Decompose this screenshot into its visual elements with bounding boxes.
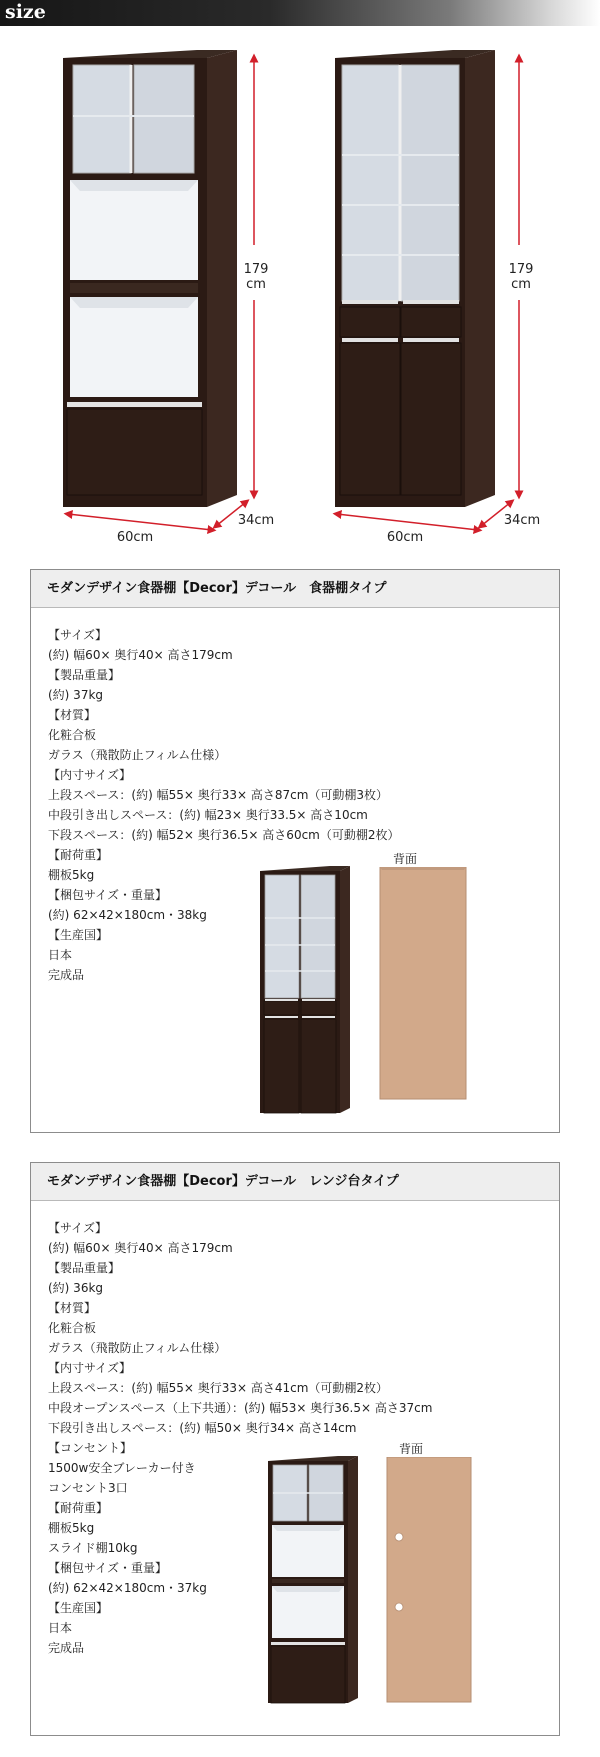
spec-line: 【耐荷重】 <box>48 848 109 862</box>
spec-panel-cupboard <box>30 569 560 1133</box>
spec-line: (約) 62×42×180cm・37kg <box>48 1581 207 1595</box>
spec-line: 【製品重量】 <box>48 1261 121 1275</box>
spec-panel-range-stand <box>30 1162 560 1736</box>
spec-line: 【サイズ】 <box>48 628 108 642</box>
left-height-value: 179 <box>243 262 269 277</box>
spec-line: 化粧合板 <box>48 728 97 742</box>
range-cabinet-product-image <box>263 1453 363 1713</box>
section-title: size <box>5 1 46 23</box>
spec-line: (約) 62×42×180cm・38kg <box>48 908 207 922</box>
spec-line: 日本 <box>48 948 73 962</box>
back-panel-label: 背面 <box>393 852 418 866</box>
spec-line: ガラス（飛散防止フィルム仕様） <box>48 1341 227 1355</box>
spec-line: (約) 36kg <box>48 1281 104 1295</box>
right-height-label <box>505 262 537 292</box>
spec-line: コンセント3口 <box>48 1481 128 1495</box>
spec-line: 上段スペース：(約) 幅55× 奥行33× 高さ41cm（可動棚2枚） <box>48 1381 389 1395</box>
spec-line: (約) 幅60× 奥行40× 高さ179cm <box>48 648 233 662</box>
right-depth-label: 34cm <box>503 513 541 528</box>
spec-line: 【コンセント】 <box>48 1441 133 1455</box>
spec-line: 棚板5kg <box>48 1521 95 1535</box>
spec-list <box>48 1218 432 1658</box>
left-depth-label: 34cm <box>237 513 275 528</box>
spec-line: 【材質】 <box>48 1301 97 1315</box>
spec-line: 日本 <box>48 1621 73 1635</box>
spec-line: 【梱包サイズ・重量】 <box>48 888 168 902</box>
spec-line: 下段スペース：(約) 幅52× 奥行36.5× 高さ60cm（可動棚2枚） <box>48 828 400 842</box>
panel-title: モダンデザイン食器棚【Decor】デコール レンジ台タイプ <box>31 1163 559 1201</box>
spec-line: (約) 37kg <box>48 688 104 702</box>
spec-line: 下段引き出しスペース：(約) 幅50× 奥行34× 高さ14cm <box>48 1421 357 1435</box>
right-height-unit: cm <box>511 277 531 292</box>
back-panel-image <box>384 1457 474 1707</box>
back-panel-label: 背面 <box>399 1442 424 1456</box>
spec-line: 【梱包サイズ・重量】 <box>48 1561 168 1575</box>
spec-line: 1500w安全ブレーカー付き <box>48 1461 196 1475</box>
right-height-value: 179 <box>508 262 534 277</box>
spec-line: (約) 幅60× 奥行40× 高さ179cm <box>48 1241 233 1255</box>
spec-line: 【製品重量】 <box>48 668 121 682</box>
back-panel-image <box>378 867 468 1102</box>
spec-line: 【材質】 <box>48 708 97 722</box>
spec-line: 【生産国】 <box>48 928 109 942</box>
cupboard-product-image <box>255 863 355 1123</box>
spec-line: 【耐荷重】 <box>48 1501 109 1515</box>
right-width-label: 60cm <box>386 530 424 545</box>
panel-title: モダンデザイン食器棚【Decor】デコール 食器棚タイプ <box>31 570 559 608</box>
left-height-label <box>240 262 272 292</box>
spec-line: 中段オープンスペース（上下共通）：(約) 幅53× 奥行36.5× 高さ37cm <box>48 1401 433 1415</box>
spec-line: 完成品 <box>48 968 85 982</box>
left-height-unit: cm <box>246 277 266 292</box>
spec-line: 【サイズ】 <box>48 1221 108 1235</box>
spec-line: 【内寸サイズ】 <box>48 1361 132 1375</box>
spec-line: 上段スペース：(約) 幅55× 奥行33× 高さ87cm（可動棚3枚） <box>48 788 389 802</box>
spec-line: 化粧合板 <box>48 1321 97 1335</box>
spec-line: 【生産国】 <box>48 1601 109 1615</box>
spec-line: 棚板5kg <box>48 868 95 882</box>
spec-line: スライド棚10kg <box>48 1541 138 1555</box>
spec-line: 完成品 <box>48 1641 85 1655</box>
spec-line: ガラス（飛散防止フィルム仕様） <box>48 748 227 762</box>
left-width-label: 60cm <box>116 530 154 545</box>
spec-line: 中段引き出しスペース：(約) 幅23× 奥行33.5× 高さ10cm <box>48 808 368 822</box>
spec-line: 【内寸サイズ】 <box>48 768 132 782</box>
